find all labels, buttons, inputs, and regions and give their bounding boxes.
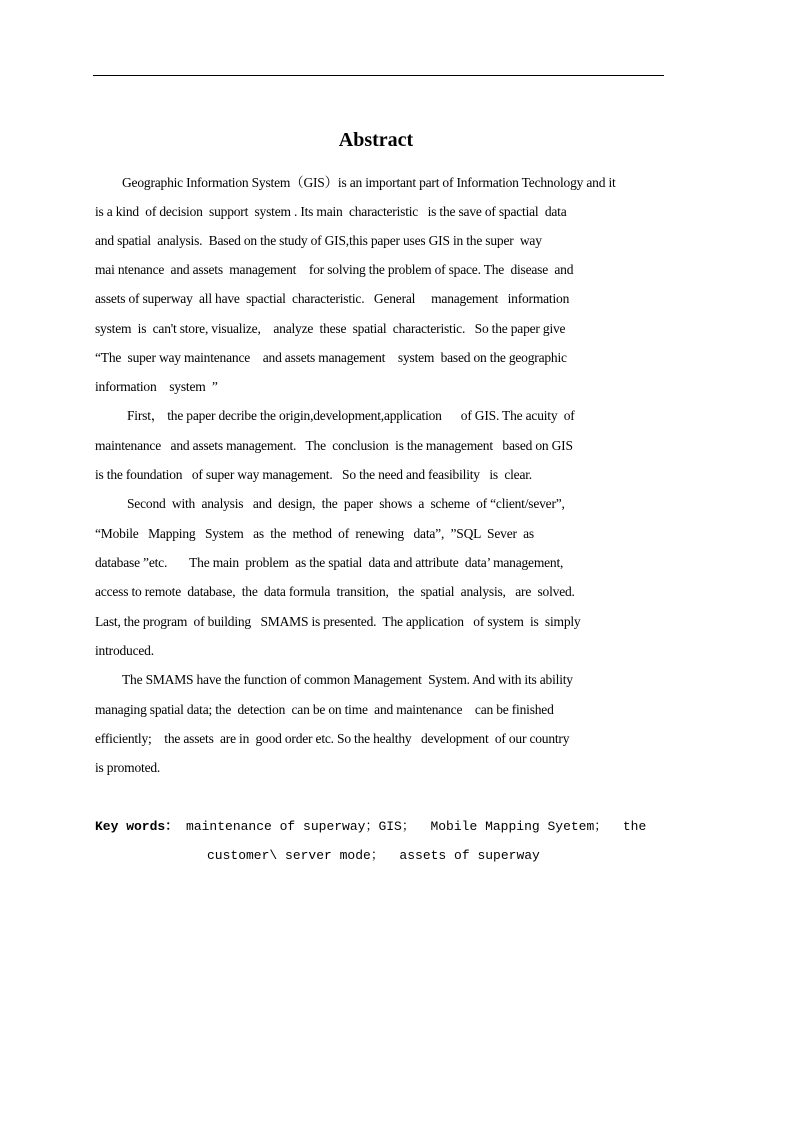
paragraph-2-line-2: maintenance and assets management. The conclusion is the management based on GIS xyxy=(95,438,573,453)
keywords-label: Key words： xyxy=(95,819,179,834)
paragraph-4-line-3: efficiently; the assets are in good order etc. So the healthy development of our country xyxy=(95,731,570,746)
paragraph-1-line-4: mai ntenance and assets management for solving the problem of space. The disease and xyxy=(95,262,574,277)
paragraph-1-line-6: system is can't store, visualize, analyze these spatial characteristic. So the paper give xyxy=(95,321,566,336)
paragraph-3-line-6: introduced. xyxy=(95,643,154,658)
paragraph-1-line-5: assets of superway all have spactial characteristic. General management information xyxy=(95,291,570,306)
paragraph-3-line-1: Second with analysis and design, the paper shows a scheme of “client/sever”, xyxy=(127,496,565,511)
paragraph-1-line-3: and spatial analysis. Based on the study of GIS,this paper uses GIS in the super way xyxy=(95,233,542,248)
paragraph-1-line-8: information system ” xyxy=(95,379,218,394)
keywords-list-part-2: customer\ server mode； assets of superway xyxy=(207,848,540,863)
paragraph-4-line-2: managing spatial data; the detection can be on time and maintenance can be finished xyxy=(95,702,554,717)
paragraph-1-line-7: “The super way maintenance and assets management system based on the geographic xyxy=(95,350,567,365)
paragraph-3-line-2: “Mobile Mapping System as the method of renewing data”, ”SQL Sever as xyxy=(95,526,534,541)
paragraph-3-line-4: access to remote database, the data formula transition, the spatial analysis, are solved. xyxy=(95,584,575,599)
paragraph-3-line-5: Last, the program of building SMAMS is presented. The application of system is simply xyxy=(95,614,581,629)
keywords-list-part-1: maintenance of superway；GIS； Mobile Mapping Syetem； the xyxy=(178,819,647,834)
header-rule xyxy=(93,75,664,76)
page-title: Abstract xyxy=(338,129,414,151)
paragraph-4-line-4: is promoted. xyxy=(95,760,161,775)
paragraph-2-line-3: is the foundation of super way management. So the need and feasibility is clear. xyxy=(95,467,532,482)
paragraph-3-line-3: database ”etc. The main problem as the spatial data and attribute data’ management, xyxy=(95,555,564,570)
paragraph-1-line-2: is a kind of decision support system . Its main characteristic is the save of spactial data xyxy=(95,204,567,219)
keywords-line-1 xyxy=(95,816,646,838)
paragraph-1-line-1: Geographic Information System（GIS）is an important part of Information Technology and it xyxy=(122,175,616,190)
paragraph-2-line-1: First， the paper decribe the origin,development,application of GIS. The acuity of xyxy=(127,408,575,423)
paragraph-4-line-1: The SMAMS have the function of common Management System. And with its ability xyxy=(122,672,573,687)
